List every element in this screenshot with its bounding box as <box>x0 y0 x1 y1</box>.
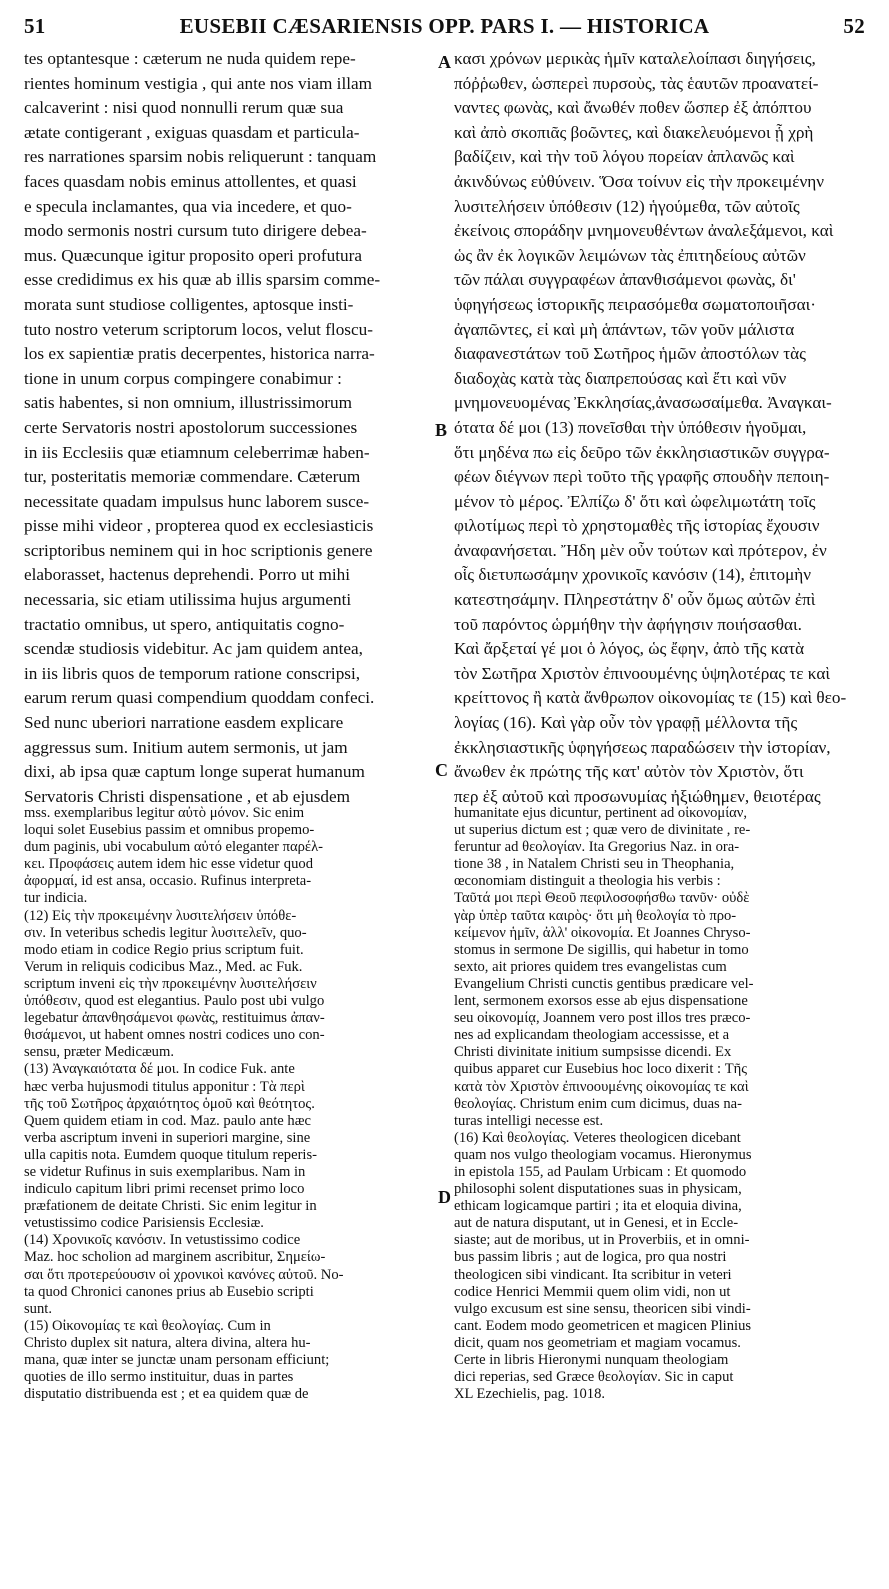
text-line: ut superius dictum est ; quæ vero de divinitate , re- <box>454 822 751 839</box>
text-line: Certe in libris Hieronymi nunquam theologiam <box>454 1352 729 1368</box>
text-line: Servatoris Christi dispensatione , et ab ejusdem <box>24 786 351 806</box>
text-line: πόῤῥωθεν, ὡσπερεὶ πυρσοὺς, τὰς ἑαυτῶν προανατεί- <box>454 73 819 93</box>
text-line: ὑφηγήσεως ἱστορικῆς πειρασόμεθα σωματοποιῆσαι· <box>454 294 816 314</box>
text-line: in epistola 155, ad Paulam Urbicam : Et quomodo <box>454 1163 747 1180</box>
text-line: φέων διέγνων περὶ τοῦτο τῆς γραφῆς σπουδὴν πεποιη- <box>454 467 830 487</box>
text-line: esse credidimus ex his quæ ab illis sparsim comme- <box>24 270 381 290</box>
text-line: Ταῦτά μοι περὶ Θεοῦ πεφιλοσοφήσθω τανῦν· οὐδὲ <box>454 890 750 907</box>
text-line: bus passim libris ; aut de logica, pro qua nostri <box>454 1249 727 1266</box>
text-line: theologicen sibi vindicant. Ita scribitur in veteri <box>454 1266 732 1283</box>
text-line: sunt. <box>24 1300 52 1317</box>
text-line: Christo duplex sit natura, altera divina, altera hu- <box>24 1334 311 1351</box>
text-line: βαδίζειν, καὶ τὴν τοῦ λόγου πορείαν ἀπλανῶς καὶ <box>454 147 795 167</box>
text-line: pisse mihi videor , propterea quod ex ecclesiasticis <box>24 516 374 536</box>
text-line: tes optantesque : cæterum ne nuda quidem repe- <box>24 49 356 68</box>
text-line: mss. exemplaribus legitur αὐτὸ μόνον. Sic enim <box>24 805 305 821</box>
text-line: dum paginis, ubi vocabulum αὐτό eleganter παρέλ- <box>24 839 324 856</box>
text-line: quam nos vulgo theologiam vocamus. Hieronymus <box>454 1146 752 1163</box>
text-line: verba ascriptum inveni in superiori margine, sine <box>24 1129 311 1146</box>
text-line: θισάμενοι, ut habent omnes nostri codices uno con- <box>24 1027 325 1044</box>
text-line: in iis libris quos de temporum ratione conscripsi, <box>24 663 361 683</box>
text-line: ἀφορμαί, id est ansa, occasio. Rufinus interpreta- <box>24 873 312 890</box>
text-line: φιλοτίμως περὶ τὸ χρηστομαθὲς τῆς ἱστορίας ἔχουσιν <box>454 516 820 536</box>
text-line: ta quod Chronici canones prius ab Eusebio scripti <box>24 1283 314 1300</box>
text-line: tur, posteritatis memoriæ commendare. Cæterum <box>24 467 361 487</box>
text-line: διαδοχὰς κατὰ τὰς διαπρεπούσας καὶ ἔτι καὶ νῦν <box>454 368 787 388</box>
text-line: loqui solet Eusebius passim et omnibus propemo- <box>24 822 315 839</box>
text-line: τῶν πάλαι συγγραφέων ἀπανθισάμενοι φωνὰς, δι' <box>454 270 796 290</box>
text-line: (13) Ἀναγκαιότατα δέ μοι. In codice Fuk. ante <box>24 1061 295 1078</box>
text-line: καὶ ἀπὸ σκοπιᾶς βοῶντες, καὶ διακελευόμενοι ᾗ χρὴ <box>454 122 814 142</box>
text-line: dixi, ab ipsa quæ captum longe superat humanum <box>24 762 365 782</box>
text-line: περ ἐξ αὐτοῦ καὶ προσωνυμίας ἠξιώθημεν, θειοτέρας <box>454 786 821 806</box>
text-line: sensu, præter Medicæum. <box>24 1044 174 1061</box>
text-line: mus. Quæcunque igitur proposito operi profutura <box>24 245 362 265</box>
text-line: res narrationes sparsim nobis reliquerunt : tanquam <box>24 147 377 167</box>
text-line: rientes hominum vestigia , qui ante nos viam illam <box>24 73 372 93</box>
text-line: los ex sapientiæ pratis decerpentes, historica narra- <box>24 344 375 364</box>
margin-marker-a: A <box>438 52 451 72</box>
text-line: disputatio distribuenda est ; et ea quidem quæ de <box>24 1386 309 1403</box>
text-line: modo sermonis nostri cursum tuto dirigere debea- <box>24 221 367 241</box>
text-line: siaste; aut de moribus, ut in Proverbiis, et in omni- <box>454 1232 750 1249</box>
text-line: indiculo capitum libri primi recenset primo loco <box>24 1181 305 1198</box>
text-line: ethicam logicamque partiri ; ita et eloquia divina, <box>454 1198 742 1215</box>
text-line: ἀγαπῶντες, εἰ καὶ μὴ ἁπάντων, τῶν γοῦν μάλιστα <box>454 319 795 339</box>
text-line: (12) Εἰς τὴν προκειμένην λυσιτελήσειν ὑπόθε- <box>24 907 297 924</box>
text-line: κει. Προφάσεις autem idem hic esse videtur quod <box>24 856 313 873</box>
text-line: se videtur Rufinus in suis exemplaribus. Nam in <box>24 1163 306 1180</box>
text-line: Verum in reliquis codicibus Maz., Med. ac Fuk. <box>24 958 303 975</box>
text-line: vulgo excusum est sine sensu, theoricen sibi vindi- <box>454 1300 751 1317</box>
text-line: tuto nostro veterum scriptorum locos, velut floscu- <box>24 319 373 339</box>
text-line: τὸν Σωτῆρα Χριστὸν ἐπινοουμένης ὑψηλοτέρας τε καὶ <box>454 663 830 683</box>
text-line: λογίας (16). Καὶ γὰρ οὖν τὸν γραφῇ μέλλοντα τῆς <box>454 713 798 733</box>
running-title: EUSEBII CÆSARIENSIS OPP. PARS I. — HISTORICA <box>179 14 710 38</box>
text-line: ἄνωθεν ἐκ πρώτης τῆς κατ' αὐτὸν τὸν Χριστὸν, ὅτι <box>454 762 804 782</box>
text-line: elaborasset, hactenus deprehendi. Porro ut mihi <box>24 565 350 585</box>
main-text-greek-column <box>454 47 869 809</box>
text-line: τῆς τοῦ Σωτῆρος ἀρχαιότητος ὁμοῦ καὶ θεότητος. <box>24 1095 315 1112</box>
text-line: οἷς διετυπωσάμην χρονικοῖς κανόσιν (14), ἐπιτομὴν <box>454 565 812 585</box>
text-line: aut de natura disputant, ut in Genesi, et in Eccle- <box>454 1215 739 1232</box>
text-line: Evangelium Christi cunctis gentibus prædicare vel- <box>454 975 754 992</box>
text-line: in iis Ecclesiis quæ etiamnum celeberrimæ haben- <box>24 442 370 462</box>
text-line: feruntur ad θεολογίαν. Ita Gregorius Naz. in ora- <box>454 839 740 856</box>
text-line: κατεστησάμην. Πληρεστάτην δ' οὖν ὅμως αὐτῶν ἐπὶ <box>454 590 816 610</box>
text-line: morata sunt studiose colligentes, aptosque insti- <box>24 294 354 314</box>
text-line: ἐκείνοις σποράδην μνημονευθέντων ἀναλεξάμενοι, καὶ <box>454 221 834 241</box>
margin-marker-b: B <box>435 420 448 440</box>
text-line: λυσιτελήσειν ὑπόθεσιν (12) ἡγούμεθα, τῶν αὐτοῖς <box>454 196 800 216</box>
text-line: quoties de illo sermo instituitur, duas in partes <box>24 1369 294 1386</box>
text-line: necessaria, sic etiam utilissima hujus argumenti <box>24 590 352 610</box>
text-line: (14) Χρονικοῖς κανόσιν. In vetustissimo codice <box>24 1232 301 1249</box>
text-line: tur indicia. <box>24 890 88 907</box>
text-line: XL Ezechielis, pag. 1018. <box>454 1386 606 1403</box>
text-line: ætate contigerant , exiguas quasdam et particula- <box>24 122 360 142</box>
text-line: ότατα δέ μοι (13) πονεῖσθαι τὴν ὑπόθεσιν ἡγοῦμαι, <box>454 417 807 437</box>
text-line: præfationem de deitate Christi. Sic enim legitur in <box>24 1198 317 1215</box>
text-line: philosophi solent disputationes suas in physicam, <box>454 1181 742 1198</box>
footnotes-left-column <box>24 805 436 1403</box>
text-line: e specula inclamantes, qua via incedere, et quo- <box>24 196 352 216</box>
text-line: calcaverint : nisi quod nonnulli rerum quæ sua <box>24 98 344 118</box>
text-line: nes ad explicandam theologiam accessisse, et a <box>454 1027 730 1044</box>
text-line: κατὰ τὸν Χριστὸν ἐπινοουμένης οἰκονομίας τε καὶ <box>454 1078 749 1095</box>
text-line: certe Servatoris nostri apostolorum successiones <box>24 417 358 437</box>
text-line: μνημονευομένας Ἐκκλησίας,ἀνασωσαίμεθα. Ἀναγκαι- <box>454 393 832 413</box>
text-line: faces quasdam nobis eminus attollentes, et quasi <box>24 171 357 191</box>
text-line: θεολογίας. Christum enim cum dicimus, duas na- <box>454 1095 743 1112</box>
text-line: κασι χρόνων μερικὰς ἡμῖν καταλελοίπασι διηγήσεις, <box>454 49 816 68</box>
text-line: quibus apparet cur Eusebius hoc loco dixerit : Τῆς <box>454 1061 748 1078</box>
text-line: ὑπόθεσιν, quod est elegantius. Paulo post ubi vulgo <box>24 993 325 1010</box>
text-line: cant. Eodem modo geometricen et magicen Plinius <box>454 1317 752 1334</box>
text-line: Καὶ ἄρξεταί γέ μοι ὁ λόγος, ὡς ἔφην, ἀπὸ τῆς κατὰ <box>454 639 805 659</box>
main-text-latin-column <box>24 47 436 809</box>
text-line: humanitate ejus dicuntur, pertinent ad οἰκονομίαν, <box>454 805 748 821</box>
text-line: (15) Οἰκονομίας τε καὶ θεολογίας. Cum in <box>24 1317 271 1334</box>
text-line: σιν. In veteribus schedis legitur λυσιτελεῖν, quo- <box>24 924 307 941</box>
text-line: earum rerum quasi compendium quoddam confeci. <box>24 688 375 708</box>
text-line: stomus in sermone De sigillis, qui habetur in tomo <box>454 941 749 958</box>
page-number-right: 52 <box>843 14 865 38</box>
text-line: tione in unum corpus compingere conabimur : <box>24 368 342 388</box>
margin-marker-c: C <box>435 760 448 780</box>
text-line: seu οἰκονομίᾳ, Joannem vero post illos tres præco- <box>454 1010 751 1027</box>
text-line: hæc verba hujusmodi titulus apponitur : Τὰ περὶ <box>24 1078 305 1095</box>
text-line: τοῦ παρόντος ὡρμήθην τὴν ἀφήγησιν ποιήσασθαι. <box>454 614 802 634</box>
text-line: γὰρ ὑπὲρ ταῦτα καιρὸς· ὅτι μὴ θεολογία τὸ προ- <box>454 907 737 924</box>
text-line: legebatur ἀπανθησάμενοι φωνὰς, restituimus ἀπαν- <box>24 1010 325 1027</box>
text-line: Maz. hoc scholion ad marginem ascribitur, Σημείω- <box>24 1249 326 1266</box>
text-line: aggressus sum. Initium autem sermonis, ut jam <box>24 737 348 757</box>
page-number-left: 51 <box>24 14 46 38</box>
text-line: ὅτι μηδένα πω εἰς δεῦρο τῶν ἐκκλησιαστικῶν συγγρα- <box>454 442 830 462</box>
text-line: (16) Καὶ θεολογίας. Veteres theologicen dicebant <box>454 1129 741 1146</box>
text-line: scendæ studiosis videbitur. Ac jam quidem antea, <box>24 639 363 659</box>
text-line: satis habentes, si non omnium, illustrissimorum <box>24 393 352 413</box>
text-line: sexto, ait priores quidem tres evangelistas cum <box>454 958 727 975</box>
text-line: tione 38 , in Natalem Christi seu in Theophania, <box>454 856 735 873</box>
text-line: ἀκινδύνως εὐθύνειν. Ὅσα τοίνυν εἰς τὴν προκειμένην <box>454 171 825 191</box>
text-line: dici reperias, sed Græce θεολογίαν. Sic in caput <box>454 1369 734 1386</box>
text-line: necessitate quadam impulsus hunc laborem susce- <box>24 491 370 511</box>
text-line: ἀναφανήσεται. Ἤδη μὲν οὖν τούτων καὶ πρότερον, ἐν <box>454 540 827 560</box>
text-line: scriptum inveni εἰς τὴν προκειμένην λυσιτελήσειν <box>24 975 317 992</box>
text-line: vetustissimo codice Parisiensis Ecclesiæ. <box>24 1215 264 1232</box>
text-line: lent, sermonem exorsos esse ab ejus dispensatione <box>454 993 748 1010</box>
text-line: Quem quidem etiam in cod. Maz. paulo ante hæc <box>24 1112 311 1129</box>
text-line: œconomiam distinguit a theologia his verbis : <box>454 873 721 890</box>
text-line: Christi divinitate initium sumpsisse dicendi. Ex <box>454 1044 732 1061</box>
text-line: modo etiam in codice Regio prius scriptum fuit. <box>24 941 304 958</box>
text-line: ὡς ἂν ἐκ λογικῶν λειμώνων τὰς ἐπιτηδείους αὐτῶν <box>454 245 806 265</box>
text-line: κρείττονος ἢ κατὰ ἄνθρωπον οἰκονομίας τε (15) καὶ θεο- <box>454 688 847 708</box>
text-line: mana, quæ inter se junctæ unam personam efficiunt; <box>24 1352 330 1368</box>
margin-marker-d: D <box>438 1187 451 1207</box>
running-header <box>24 14 865 42</box>
text-line: σαι ὅτι προτερεύουσιν οἱ χρονικοὶ κανόνες αὐτοῦ. No- <box>24 1266 344 1283</box>
text-line: tractatio omnibus, ut spero, antiquitatis cogno- <box>24 614 345 634</box>
text-line: ναντες φωνὰς, καὶ ἄνωθέν ποθεν ὥσπερ ἐξ ἀπόπτου <box>454 98 812 118</box>
footnotes-right-column <box>454 805 869 1403</box>
text-line: ulla capitis nota. Eumdem quoque titulum reperis- <box>24 1146 318 1163</box>
text-line: codice Henrici Memmii quem olim vidi, non ut <box>454 1283 731 1300</box>
text-line: turas intelligi necesse est. <box>454 1112 604 1129</box>
text-line: scriptoribus neminem qui in hoc scriptionis genere <box>24 540 373 560</box>
text-line: dicit, quam nos geometriam et magiam vocamus. <box>454 1334 741 1351</box>
text-line: διαφανεστάτων τοῦ Σωτῆρος ἡμῶν ἀποστόλων τὰς <box>454 344 806 364</box>
text-line: μένον τὸ μέρος. Ἐλπίζω δ' ὅτι καὶ ὠφελιμωτάτη τοῖς <box>454 491 816 511</box>
text-line: κείμενον ἡμῖν, ἀλλ' οἰκονομία. Et Joannes Chryso- <box>454 924 751 941</box>
text-line: ἐκκλησιαστικῆς ὑφηγήσεως παραδώσειν τὴν ἱστορίαν, <box>454 737 831 757</box>
text-line: Sed nunc uberiori narratione easdem explicare <box>24 713 344 733</box>
